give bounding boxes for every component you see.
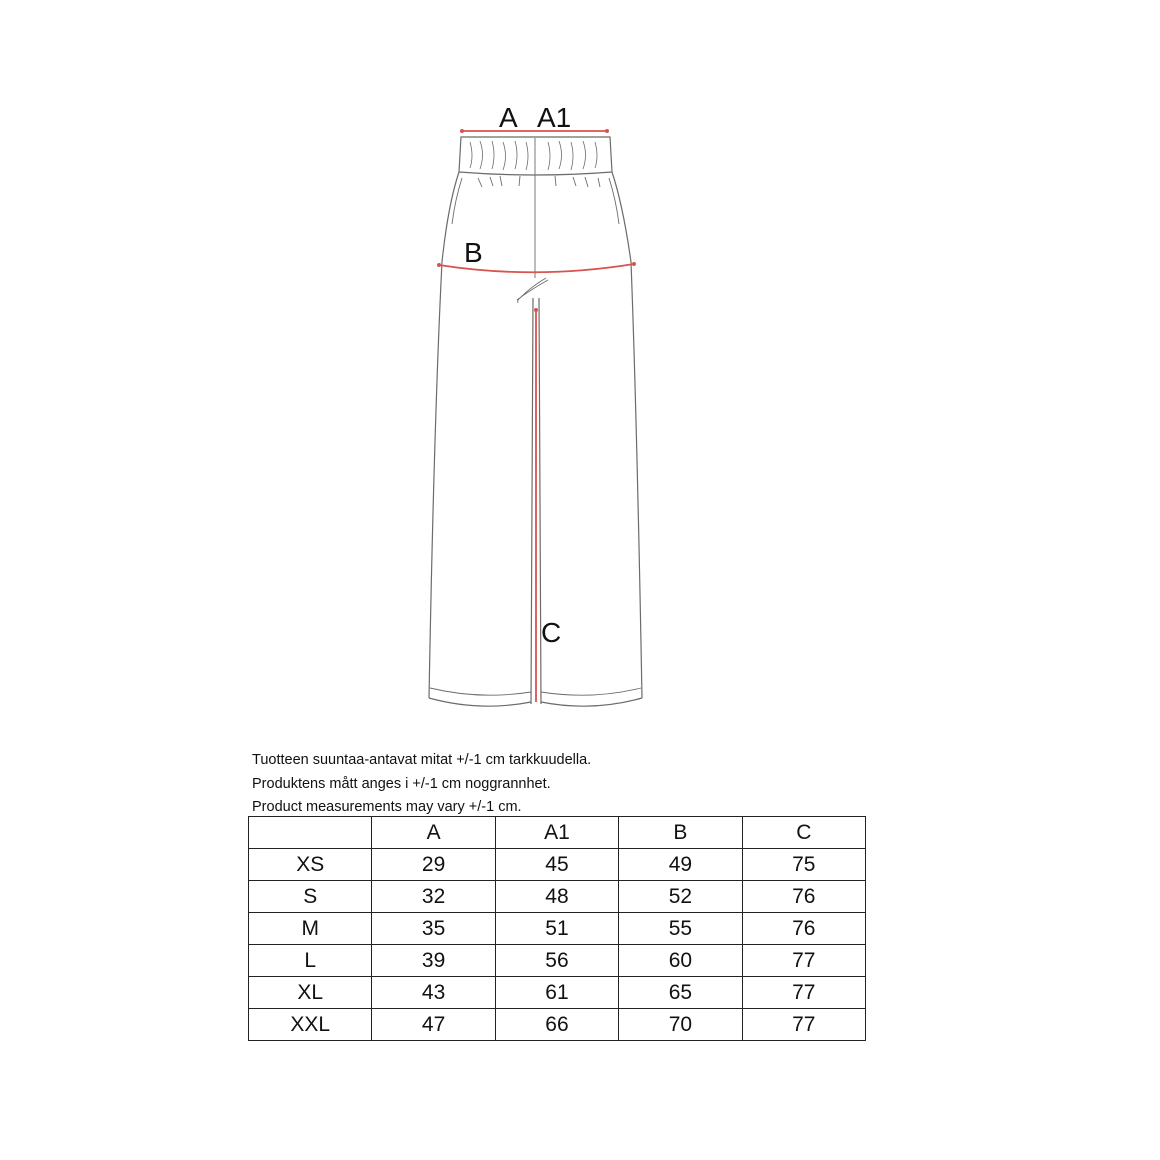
table-cell: 29 [372, 849, 495, 881]
size-cell: XS [249, 849, 372, 881]
size-cell: L [249, 945, 372, 977]
measurement-lines [439, 131, 634, 702]
inner-leg-left [531, 298, 533, 704]
size-cell: S [249, 881, 372, 913]
marker-c-top [534, 308, 538, 312]
size-cell: XL [249, 977, 372, 1009]
table-cell: 32 [372, 881, 495, 913]
left-hem-line [430, 688, 531, 695]
header-cell-c: C [742, 817, 865, 849]
size-cell: XXL [249, 1009, 372, 1041]
table-cell: 77 [742, 977, 865, 1009]
table-cell: 60 [619, 945, 742, 977]
table-cell: 55 [619, 913, 742, 945]
table-cell: 75 [742, 849, 865, 881]
label-a: A [499, 102, 518, 133]
right-pocket [609, 178, 619, 224]
table-cell: 39 [372, 945, 495, 977]
label-a1: A1 [537, 102, 572, 133]
table-cell: 76 [742, 913, 865, 945]
table-cell: 77 [742, 1009, 865, 1041]
table-cell: 65 [619, 977, 742, 1009]
table-cell: 47 [372, 1009, 495, 1041]
table-header-row [249, 817, 866, 849]
label-b: B [464, 237, 483, 268]
right-hem-line [541, 688, 641, 695]
size-table [248, 816, 866, 1041]
table-cell: 51 [495, 913, 618, 945]
table-cell: 77 [742, 945, 865, 977]
table-cell: 76 [742, 881, 865, 913]
table-row [249, 977, 866, 1009]
left-outseam [429, 172, 459, 698]
left-pocket [452, 178, 462, 224]
marker-b-right [632, 262, 636, 266]
table-cell: 70 [619, 1009, 742, 1041]
label-c: C [541, 617, 562, 648]
header-cell-size [249, 817, 372, 849]
table-cell: 45 [495, 849, 618, 881]
right-hem [541, 698, 642, 706]
table-cell: 49 [619, 849, 742, 881]
measurement-notes [252, 749, 591, 820]
note-swedish: Produktens mått anges i +/-1 cm noggrannhet. [252, 775, 551, 792]
table-cell: 61 [495, 977, 618, 1009]
header-cell-b: B [619, 817, 742, 849]
table-row [249, 945, 866, 977]
note-finnish: Tuotteen suuntaa-antavat mitat +/-1 cm tarkkuudella. [252, 752, 592, 768]
table-cell: 43 [372, 977, 495, 1009]
waistband-gathers [470, 141, 597, 170]
note-english: Product measurements may vary +/-1 cm. [252, 799, 522, 815]
table-row [249, 1009, 866, 1041]
table-cell: 66 [495, 1009, 618, 1041]
left-hem [429, 698, 531, 706]
waistband [459, 137, 612, 175]
header-cell-a1: A1 [495, 817, 618, 849]
marker-a-right [605, 129, 609, 133]
size-cell: M [249, 913, 372, 945]
table-row [249, 913, 866, 945]
table-cell: 52 [619, 881, 742, 913]
marker-b-left [437, 263, 441, 267]
pleat-ticks [478, 176, 600, 187]
table-cell: 35 [372, 913, 495, 945]
right-outseam [612, 172, 642, 698]
table-row [249, 849, 866, 881]
table-cell: 48 [495, 881, 618, 913]
table-row [249, 881, 866, 913]
header-cell-a: A [372, 817, 495, 849]
marker-a-left [460, 129, 464, 133]
table-cell: 56 [495, 945, 618, 977]
